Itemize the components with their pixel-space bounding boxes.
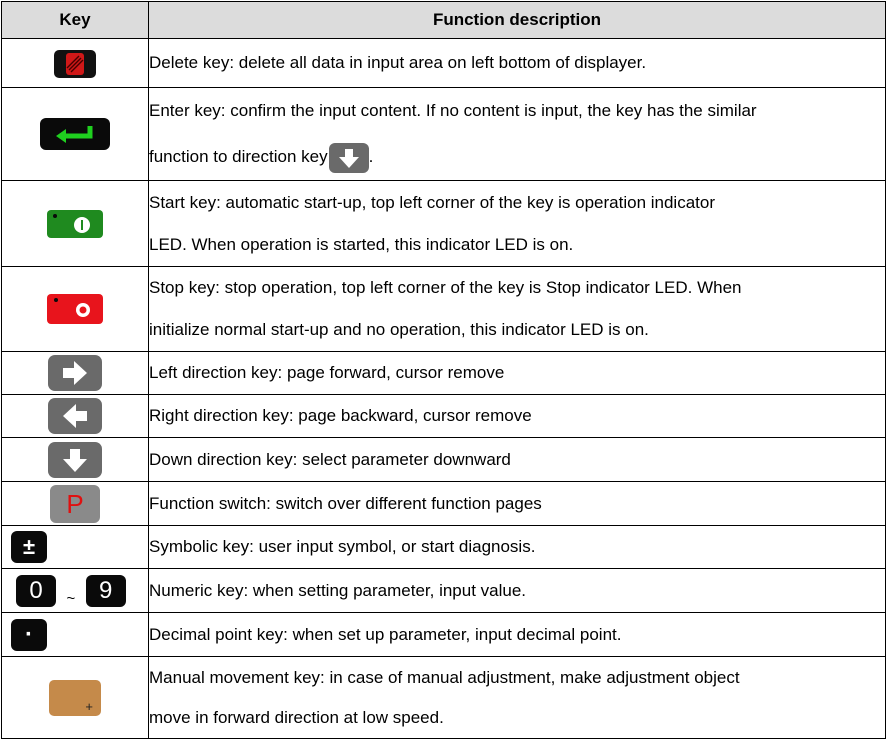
range-separator: ~ bbox=[66, 589, 76, 607]
description-line: Stop key: stop operation, top left corner of the key is Stop indicator LED. When bbox=[149, 278, 742, 297]
table-row bbox=[2, 395, 886, 438]
description-cell bbox=[149, 88, 886, 181]
table-header-row bbox=[2, 2, 886, 39]
table-row bbox=[2, 526, 886, 569]
description-text: Left direction key: page forward, cursor remove bbox=[149, 363, 505, 382]
key-cell bbox=[2, 569, 149, 613]
description-text: Delete key: delete all data in input area on left bottom of displayer. bbox=[149, 53, 647, 72]
header-key: Key bbox=[2, 2, 149, 39]
table-row bbox=[2, 88, 886, 181]
table-row bbox=[2, 438, 886, 482]
key-cell bbox=[2, 181, 149, 267]
description-cell bbox=[149, 438, 886, 482]
description-line: Manual movement key: in case of manual adjustment, make adjustment object bbox=[149, 667, 740, 687]
key-cell bbox=[2, 267, 149, 352]
table-row bbox=[2, 267, 886, 352]
key-cell bbox=[2, 657, 149, 739]
description-cell bbox=[149, 395, 886, 438]
description-cell bbox=[149, 613, 886, 657]
key-cell bbox=[2, 352, 149, 395]
table-row bbox=[2, 181, 886, 267]
key-cell bbox=[2, 482, 149, 526]
plus-minus-key-icon bbox=[11, 531, 47, 563]
description-cell bbox=[149, 267, 886, 352]
table-row bbox=[2, 657, 886, 739]
description-line: initialize normal start-up and no operation, this indicator LED is on. bbox=[149, 320, 649, 339]
key-cell bbox=[2, 438, 149, 482]
key-cell bbox=[2, 613, 149, 657]
description-text: Function switch: switch over different function pages bbox=[149, 493, 542, 513]
description-text: Down direction key: select parameter downward bbox=[149, 449, 511, 469]
description-text: Symbolic key: user input symbol, or start diagnosis. bbox=[149, 537, 536, 556]
description-line: move in forward direction at low speed. bbox=[149, 707, 444, 727]
key-label: + bbox=[85, 698, 93, 714]
key-cell bbox=[2, 88, 149, 181]
description-cell bbox=[149, 526, 886, 569]
key-function-table bbox=[1, 1, 886, 739]
description-cell bbox=[149, 657, 886, 739]
manual-movement-key-icon bbox=[49, 680, 101, 716]
description-cell bbox=[149, 39, 886, 88]
table-row bbox=[2, 613, 886, 657]
key-cell bbox=[2, 526, 149, 569]
description-line: Enter key: confirm the input content. If no content is input, the key has the similar bbox=[149, 101, 757, 120]
description-cell bbox=[149, 569, 886, 613]
down-arrow-key-icon bbox=[48, 442, 102, 478]
key-label: ± bbox=[22, 534, 36, 559]
down-arrow-inline-icon bbox=[329, 143, 369, 173]
table-row bbox=[2, 39, 886, 88]
description-text: Decimal point key: when set up parameter, input decimal point. bbox=[149, 624, 622, 644]
key-cell bbox=[2, 39, 149, 88]
description-cell bbox=[149, 352, 886, 395]
enter-key-icon bbox=[40, 118, 110, 150]
table-row bbox=[2, 352, 886, 395]
stop-key-icon bbox=[47, 294, 103, 324]
key-label: · bbox=[25, 620, 33, 648]
left-arrow-key-icon bbox=[48, 398, 102, 434]
key-cell bbox=[2, 395, 149, 438]
start-key-icon bbox=[47, 210, 103, 238]
description-text: Numeric key: when setting parameter, input value. bbox=[149, 580, 527, 600]
description-cell bbox=[149, 181, 886, 267]
decimal-point-key-icon bbox=[11, 619, 47, 651]
table-row bbox=[2, 482, 886, 526]
description-line: function to direction key . bbox=[149, 134, 885, 180]
description-text: Right direction key: page backward, cursor remove bbox=[149, 406, 532, 425]
description-line: LED. When operation is started, this indicator LED is on. bbox=[149, 234, 574, 254]
delete-key-icon bbox=[54, 50, 96, 78]
header-description: Function description bbox=[149, 2, 886, 39]
zero-key-icon: 0 bbox=[16, 575, 56, 607]
table-row bbox=[2, 569, 886, 613]
function-p-key-icon bbox=[50, 485, 100, 523]
key-label: P bbox=[66, 488, 84, 519]
description-line: Start key: automatic start-up, top left corner of the key is operation indicator bbox=[149, 192, 715, 212]
description-cell bbox=[149, 482, 886, 526]
right-arrow-key-icon bbox=[48, 355, 102, 391]
nine-key-icon: 9 bbox=[86, 575, 126, 607]
